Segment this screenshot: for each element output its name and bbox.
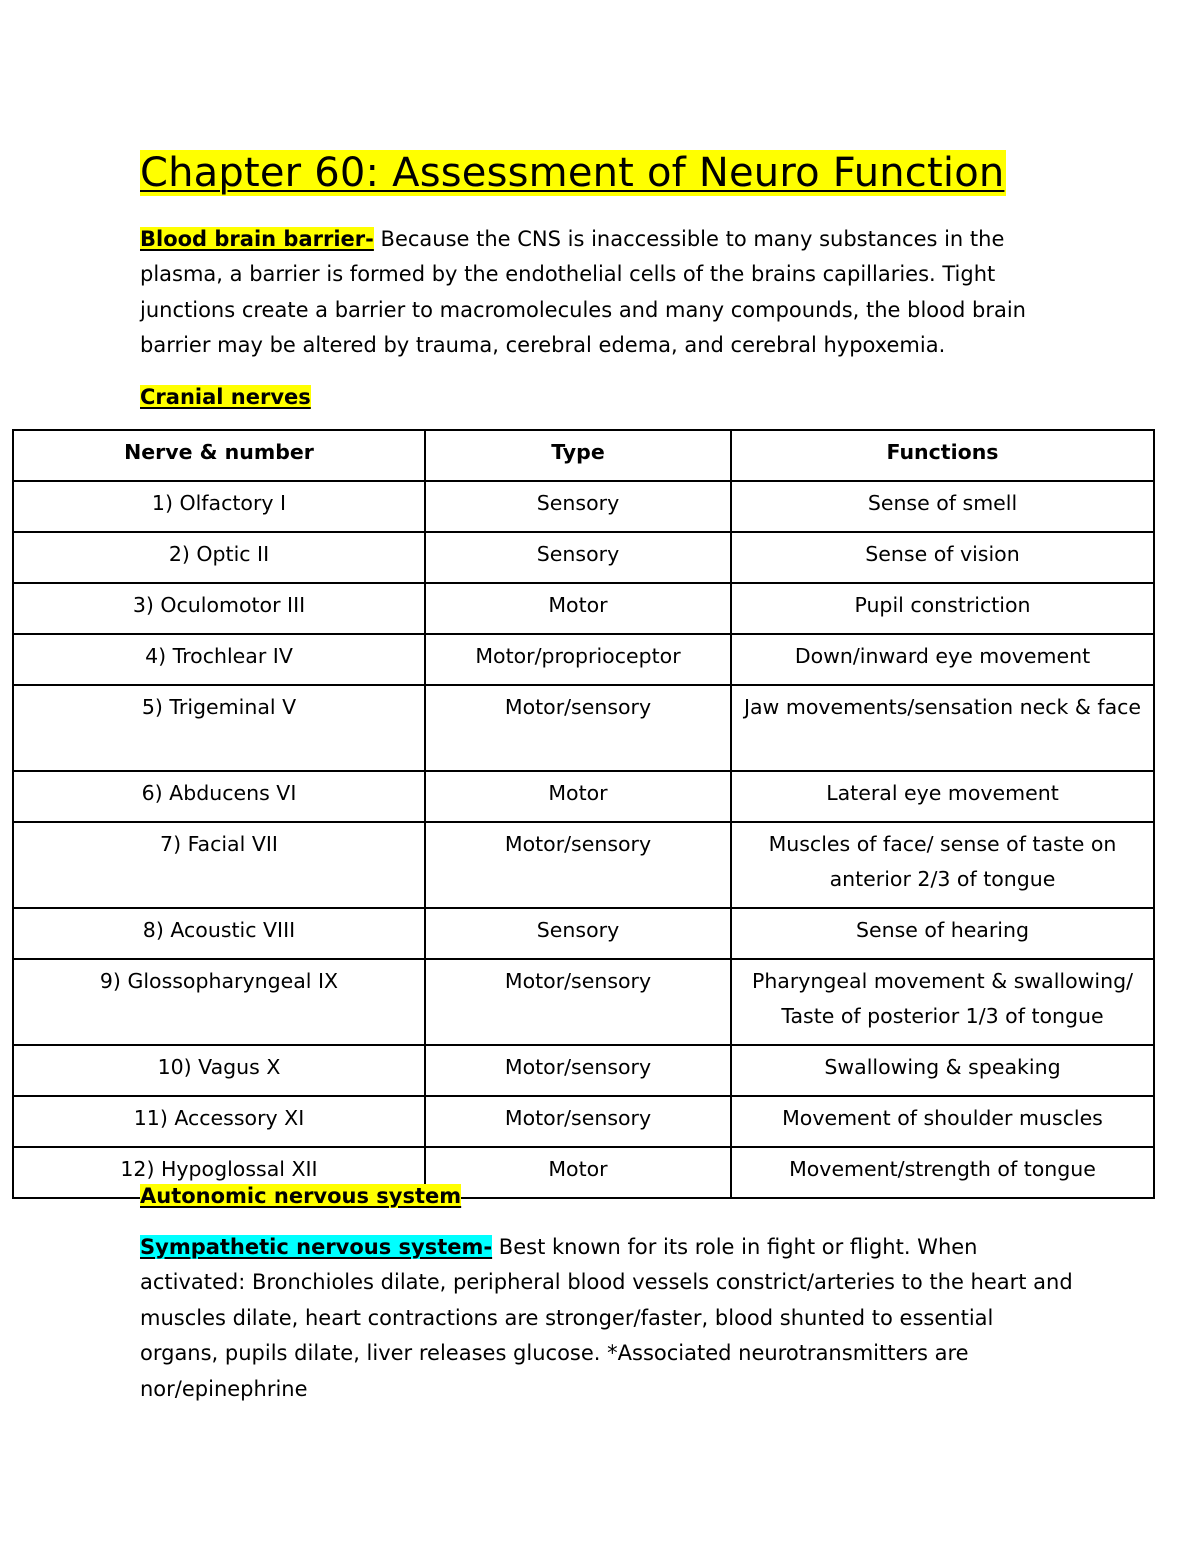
cell-type: Motor/sensory: [425, 959, 731, 1045]
cranial-nerves-table: [12, 429, 1155, 1199]
cell-type: Motor/sensory: [425, 685, 731, 771]
cell-type: Motor/sensory: [425, 1096, 731, 1147]
cell-type: Sensory: [425, 532, 731, 583]
cell-type: Motor: [425, 583, 731, 634]
cell-nerve: 6) Abducens VI: [13, 771, 425, 822]
table-header-row: [13, 430, 1154, 481]
cell-nerve: 8) Acoustic VIII: [13, 908, 425, 959]
cell-nerve: 1) Olfactory I: [13, 481, 425, 532]
table-row: [13, 908, 1154, 959]
cell-function: Swallowing & speaking: [731, 1045, 1154, 1096]
cell-function: Pharyngeal movement & swallowing/ Taste of posterior 1/3 of tongue: [731, 959, 1154, 1045]
autonomic-heading-text: Autonomic nervous system: [140, 1184, 462, 1208]
cranial-nerves-heading-text: Cranial nerves: [140, 385, 311, 409]
cell-type: Motor/sensory: [425, 822, 731, 908]
table-row: [13, 634, 1154, 685]
blood-brain-barrier-label: Blood brain barrier-: [140, 227, 374, 251]
page-title-text: Chapter 60: Assessment of Neuro Function: [140, 150, 1005, 196]
cell-function: Muscles of face/ sense of taste on anterior 2/3 of tongue: [731, 822, 1154, 908]
cell-nerve: 10) Vagus X: [13, 1045, 425, 1096]
table-row: [13, 583, 1154, 634]
cell-nerve: 5) Trigeminal V: [13, 685, 425, 771]
table-row: [13, 771, 1154, 822]
cell-nerve: 4) Trochlear IV: [13, 634, 425, 685]
cell-function: Pupil constriction: [731, 583, 1154, 634]
cell-type: Motor/proprioceptor: [425, 634, 731, 685]
table-row: [13, 822, 1154, 908]
header-functions: Functions: [731, 430, 1154, 481]
cell-nerve: 11) Accessory XI: [13, 1096, 425, 1147]
cell-type: Motor/sensory: [425, 1045, 731, 1096]
page-title: [140, 144, 1006, 202]
blood-brain-barrier-paragraph: [140, 222, 1075, 364]
cell-function: Sense of hearing: [731, 908, 1154, 959]
cell-function: Down/inward eye movement: [731, 634, 1154, 685]
cell-function: Sense of vision: [731, 532, 1154, 583]
sympathetic-text: Best known for its role in fight or flight. When activated: Bronchioles dilate, peripheral blood vessels constrict/arteries to the heart and muscles dilate, heart contractions are stronger/faster, blood shunted to essential organs, pupils dilate, liver releases glucose. *Associated neurotransmitters are nor/epinephrine: [140, 1235, 1073, 1401]
cell-type: Sensory: [425, 908, 731, 959]
table-row: [13, 959, 1154, 1045]
cell-function: Jaw movements/sensation neck & face: [731, 685, 1154, 771]
header-nerve-number: Nerve & number: [13, 430, 425, 481]
cell-type: Motor: [425, 1147, 731, 1198]
cell-type: Sensory: [425, 481, 731, 532]
cell-nerve: 12) Hypoglossal XII: [13, 1147, 425, 1198]
cell-nerve: 2) Optic II: [13, 532, 425, 583]
cell-function: Movement of shoulder muscles: [731, 1096, 1154, 1147]
cell-nerve: 7) Facial VII: [13, 822, 425, 908]
cell-nerve: 9) Glossopharyngeal IX: [13, 959, 425, 1045]
cell-nerve: 3) Oculomotor III: [13, 583, 425, 634]
sympathetic-label: Sympathetic nervous system-: [140, 1235, 493, 1259]
blood-brain-barrier-text: Because the CNS is inaccessible to many substances in the plasma, a barrier is formed by the endothelial cells of the brains capillaries. Tight junctions create a barrier to macromolecules and many compounds, the blood brain barrier may be altered by trauma, cerebral edema, and cerebral hypoxemia.: [140, 227, 1026, 358]
cell-function: Movement/strength of tongue: [731, 1147, 1154, 1198]
cell-type: Motor: [425, 771, 731, 822]
sympathetic-paragraph: [140, 1230, 1075, 1407]
cell-function: Sense of smell: [731, 481, 1154, 532]
table-row: [13, 532, 1154, 583]
autonomic-nervous-system-heading: [140, 1181, 461, 1211]
cell-function: Lateral eye movement: [731, 771, 1154, 822]
table-row: [13, 481, 1154, 532]
table-row: [13, 1096, 1154, 1147]
table-row: [13, 685, 1154, 771]
header-type: Type: [425, 430, 731, 481]
cranial-nerves-heading: [140, 382, 311, 412]
table-row: [13, 1045, 1154, 1096]
